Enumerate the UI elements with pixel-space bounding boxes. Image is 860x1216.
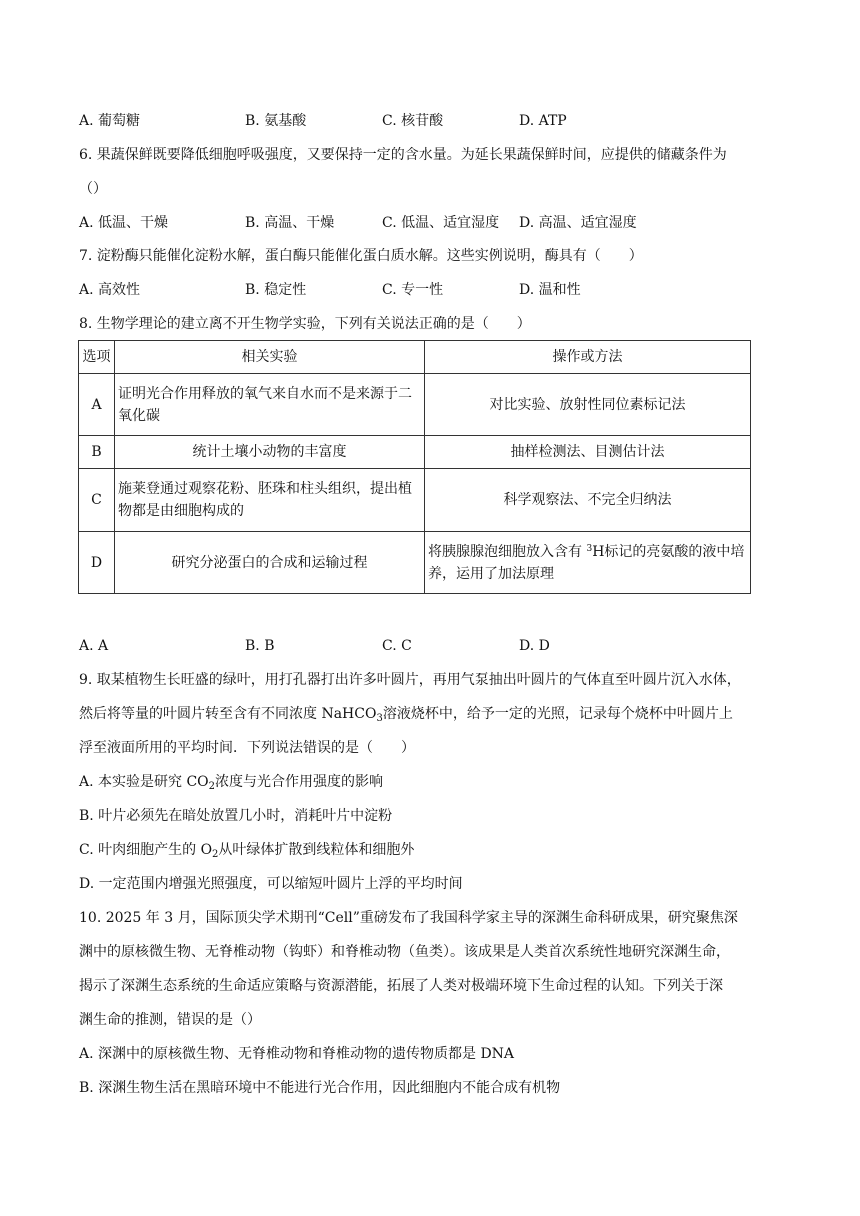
q9-option-b: B. 叶片必须先在暗处放置几小时，消耗叶片中淀粉 [79, 808, 393, 824]
q5-option-b: B. 氨基酸 [245, 113, 307, 129]
q10-stem-line4: 渊生命的推测，错误的是（） [79, 1012, 261, 1028]
row-experiment: 研究分泌蛋白的合成和运输过程 [115, 532, 425, 594]
method-text-post: H标记的亮氨酸的液中培养，运用了加法原理 [428, 543, 745, 582]
method-text-pre: 将胰腺腺泡细胞放入含有 [428, 543, 587, 560]
q8-option-c: C. C [382, 638, 412, 654]
q7-option-a: A. 高效性 [79, 282, 141, 298]
q9-option-c [79, 840, 414, 860]
q9-line2-pre: 然后将等量的叶圆片转至含有不同浓度 NaHCO [79, 706, 377, 722]
row-method: 对比实验、放射性同位素标记法 [425, 374, 751, 436]
q7-option-b: B. 稳定性 [245, 282, 307, 298]
q10-stem-line3: 揭示了深渊生态系统的生命适应策略与资源潜能，拓展了人类对极端环境下生命过程的认知。下列关于深 [79, 978, 723, 994]
q6-option-b: B. 高温、干燥 [245, 215, 335, 231]
q6-option-d: D. 高温、适宜湿度 [519, 215, 637, 231]
q9-optA-pre: A. 本实验是研究 CO [79, 774, 209, 790]
q9-optC-pre: C. 叶肉细胞产生的 O [79, 842, 213, 858]
table-header-row [79, 341, 751, 374]
row-method: 科学观察法、不完全归纳法 [425, 469, 751, 532]
q7-option-d: D. 温和性 [519, 282, 581, 298]
row-method [425, 532, 751, 594]
q8-options [79, 636, 779, 656]
table-row [79, 532, 751, 594]
q6-option-a: A. 低温、干燥 [79, 215, 169, 231]
q6-option-c: C. 低温、适宜湿度 [382, 215, 500, 231]
q9-option-a [79, 772, 383, 792]
q8-experiment-table [78, 340, 751, 594]
row-experiment: 统计土壤小动物的丰富度 [115, 436, 425, 469]
q5-option-c: C. 核苷酸 [382, 113, 444, 129]
q6-stem-line2: （） [79, 181, 107, 197]
q8-stem: 8. 生物学理论的建立离不开生物学实验，下列有关说法正确的是（ ） [79, 316, 531, 332]
q9-optC-post: 从叶绿体扩散到线粒体和细胞外 [218, 842, 415, 858]
q7-option-c: C. 专一性 [382, 282, 444, 298]
isotope-superscript: 3 [586, 543, 593, 554]
table-row [79, 436, 751, 469]
row-option: B [79, 436, 115, 469]
header-option: 选项 [79, 341, 115, 374]
q9-line2-post: 溶液烧杯中，给予一定的光照，记录每个烧杯中叶圆片上 [382, 706, 733, 722]
q10-option-a: A. 深渊中的原核微生物、无脊椎动物和脊椎动物的遗传物质都是 DNA [79, 1046, 515, 1062]
q6-stem-line1: 6. 果蔬保鲜既要降低细胞呼吸强度，又要保持一定的含水量。为延长果蔬保鲜时间，应提供的储藏条件为 [79, 147, 727, 163]
q9-stem-line3: 浮至液面所用的平均时间．下列说法错误的是（ ） [79, 740, 415, 756]
q9-optA-subscript: 2 [208, 781, 216, 792]
q10-stem-line1: 10. 2025 年 3 月，国际顶尖学术期刊“Cell”重磅发布了我国科学家主导的深渊生命科研成果，研究聚焦深 [79, 910, 738, 926]
row-method: 抽样检测法、目测估计法 [425, 436, 751, 469]
q9-option-d: D. 一定范围内增强光照强度，可以缩短叶圆片上浮的平均时间 [79, 876, 463, 892]
row-experiment: 证明光合作用释放的氧气来自水而不是来源于二氧化碳 [115, 374, 425, 436]
header-method: 操作或方法 [425, 341, 751, 374]
q9-stem-line2 [79, 704, 733, 724]
q10-stem-line2: 渊中的原核微生物、无脊椎动物（钩虾）和脊椎动物（鱼类）。该成果是人类首次系统性地研究深渊生命， [79, 944, 730, 960]
q5-option-a: A. 葡萄糖 [79, 113, 141, 129]
q5-options [79, 111, 779, 131]
row-experiment: 施莱登通过观察花粉、胚珠和柱头组织，提出植物都是由细胞构成的 [115, 469, 425, 532]
row-option: D [79, 532, 115, 594]
q8-option-b: B. B [245, 638, 275, 654]
q7-options [79, 280, 779, 300]
header-experiment: 相关实验 [115, 341, 425, 374]
q5-option-d: D. ATP [519, 113, 567, 129]
row-option: A [79, 374, 115, 436]
q8-option-a: A. A [79, 638, 109, 654]
q6-options [79, 213, 779, 233]
q9-optC-subscript: 2 [212, 849, 219, 860]
table-row [79, 374, 751, 436]
row-option: C [79, 469, 115, 532]
q10-option-b: B. 深渊生物生活在黑暗环境中不能进行光合作用，因此细胞内不能合成有机物 [79, 1080, 561, 1096]
table-row [79, 469, 751, 532]
q9-line2-subscript: 3 [376, 713, 383, 724]
q9-stem-line1: 9. 取某植物生长旺盛的绿叶，用打孔器打出许多叶圆片，再用气泵抽出叶圆片的气体直至叶圆片沉入水体， [79, 672, 741, 688]
q7-stem: 7. 淀粉酶只能催化淀粉水解，蛋白酶只能催化蛋白质水解。这些实例说明，酶具有（ ） [79, 248, 643, 264]
q8-option-d: D. D [519, 638, 550, 654]
q9-optA-post: 浓度与光合作用强度的影响 [215, 774, 384, 790]
